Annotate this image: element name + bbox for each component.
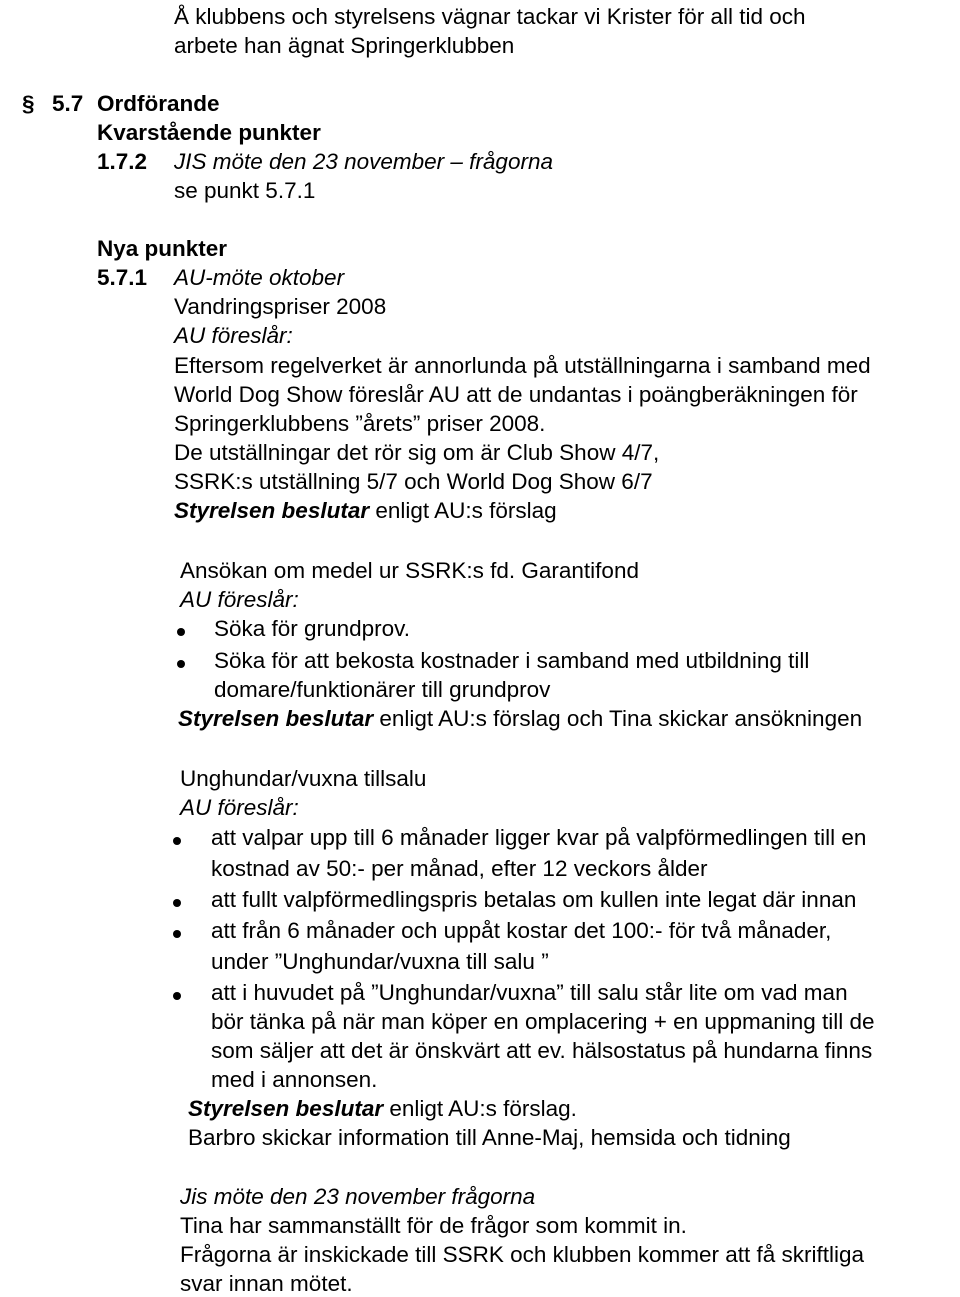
bullet-item: att i huvudet på ”Unghundar/vuxna” till salu står lite om vad man bbox=[211, 980, 848, 1005]
kvarstaende-item-title: JIS möte den 23 november – frågorna bbox=[174, 149, 553, 174]
paragraph-line: SSRK:s utställning 5/7 och World Dog Show 6/7 bbox=[174, 469, 653, 494]
jis-line: svar innan mötet. bbox=[180, 1271, 353, 1296]
bullet-item: Söka för att bekosta kostnader i samband med utbildning till bbox=[214, 648, 810, 673]
au-proposes-label: AU föreslår: bbox=[180, 587, 299, 612]
jis-line: Tina har sammanställt för de frågor som kommit in. bbox=[180, 1213, 687, 1238]
intro-line-2: arbete han ägnat Springerklubben bbox=[174, 33, 515, 58]
bullet-item: att från 6 månader och uppåt kostar det 100:- för två månader, bbox=[211, 918, 832, 943]
decision-label: Styrelsen beslutar bbox=[174, 498, 370, 523]
ansokan-title: Ansökan om medel ur SSRK:s fd. Garantifond bbox=[180, 558, 639, 583]
decision-text: enligt AU:s förslag bbox=[369, 498, 557, 523]
kvarstaende-heading: Kvarstående punkter bbox=[97, 120, 321, 145]
section-symbol: § bbox=[22, 91, 35, 116]
bullet-dot bbox=[177, 628, 185, 636]
board-decision bbox=[178, 708, 862, 731]
bullet-item: Söka för grundprov. bbox=[214, 616, 410, 641]
board-decision bbox=[174, 500, 557, 523]
nya-item-title: AU-möte oktober bbox=[174, 265, 345, 290]
bullet-item: att fullt valpförmedlingspris betalas om kullen inte legat där innan bbox=[211, 887, 857, 912]
bullet-dot bbox=[173, 930, 181, 938]
bullet-item-continuation: kostnad av 50:- per månad, efter 12 veckors ålder bbox=[211, 856, 708, 881]
board-decision bbox=[188, 1098, 577, 1121]
jis-line: Frågorna är inskickade till SSRK och klubben kommer att få skriftliga bbox=[180, 1242, 865, 1267]
bullet-item-continuation: domare/funktionärer till grundprov bbox=[214, 677, 551, 702]
bullet-item: att valpar upp till 6 månader ligger kvar på valpförmedlingen till en bbox=[211, 825, 867, 850]
decision-label: Styrelsen beslutar bbox=[178, 706, 374, 731]
unghund-title: Unghundar/vuxna tillsalu bbox=[180, 766, 427, 791]
section-title: Ordförande bbox=[97, 91, 220, 116]
paragraph-line: Eftersom regelverket är annorlunda på utställningarna i samband med bbox=[174, 353, 871, 378]
jis-title: Jis möte den 23 november frågorna bbox=[180, 1184, 536, 1209]
decision-text: enligt AU:s förslag. bbox=[383, 1096, 577, 1121]
nya-item-number: 5.7.1 bbox=[97, 265, 148, 290]
intro-line-1: Å klubbens och styrelsens vägnar tackar vi Krister för all tid och bbox=[174, 4, 806, 29]
decision-label: Styrelsen beslutar bbox=[188, 1096, 384, 1121]
bullet-dot bbox=[173, 992, 181, 1000]
bullet-item-continuation: bör tänka på när man köper en omplacering + en uppmaning till de bbox=[211, 1009, 875, 1034]
bullet-dot bbox=[173, 899, 181, 907]
vandringspriser-heading: Vandringspriser 2008 bbox=[174, 294, 387, 319]
paragraph-line: Springerklubbens ”årets” priser 2008. bbox=[174, 411, 546, 436]
nya-heading: Nya punkter bbox=[97, 236, 228, 261]
section-number: 5.7 bbox=[52, 91, 84, 116]
barbro-note: Barbro skickar information till Anne-Maj, hemsida och tidning bbox=[188, 1125, 791, 1150]
bullet-dot bbox=[173, 837, 181, 845]
kvarstaende-item-ref: se punkt 5.7.1 bbox=[174, 178, 316, 203]
au-proposes-label: AU föreslår: bbox=[180, 795, 299, 820]
bullet-item-continuation: som säljer att det är önskvärt att ev. hälsostatus på hundarna finns bbox=[211, 1038, 873, 1063]
paragraph-line: De utställningar det rör sig om är Club Show 4/7, bbox=[174, 440, 660, 465]
paragraph-line: World Dog Show föreslår AU att de undantas i poängberäkningen för bbox=[174, 382, 858, 407]
decision-text: enligt AU:s förslag och Tina skickar ansökningen bbox=[373, 706, 863, 731]
kvarstaende-item-number: 1.7.2 bbox=[97, 149, 148, 174]
bullet-item-continuation: under ”Unghundar/vuxna till salu ” bbox=[211, 949, 549, 974]
au-proposes-label: AU föreslår: bbox=[174, 323, 293, 348]
bullet-dot bbox=[177, 660, 185, 668]
bullet-item-continuation: med i annonsen. bbox=[211, 1067, 378, 1092]
